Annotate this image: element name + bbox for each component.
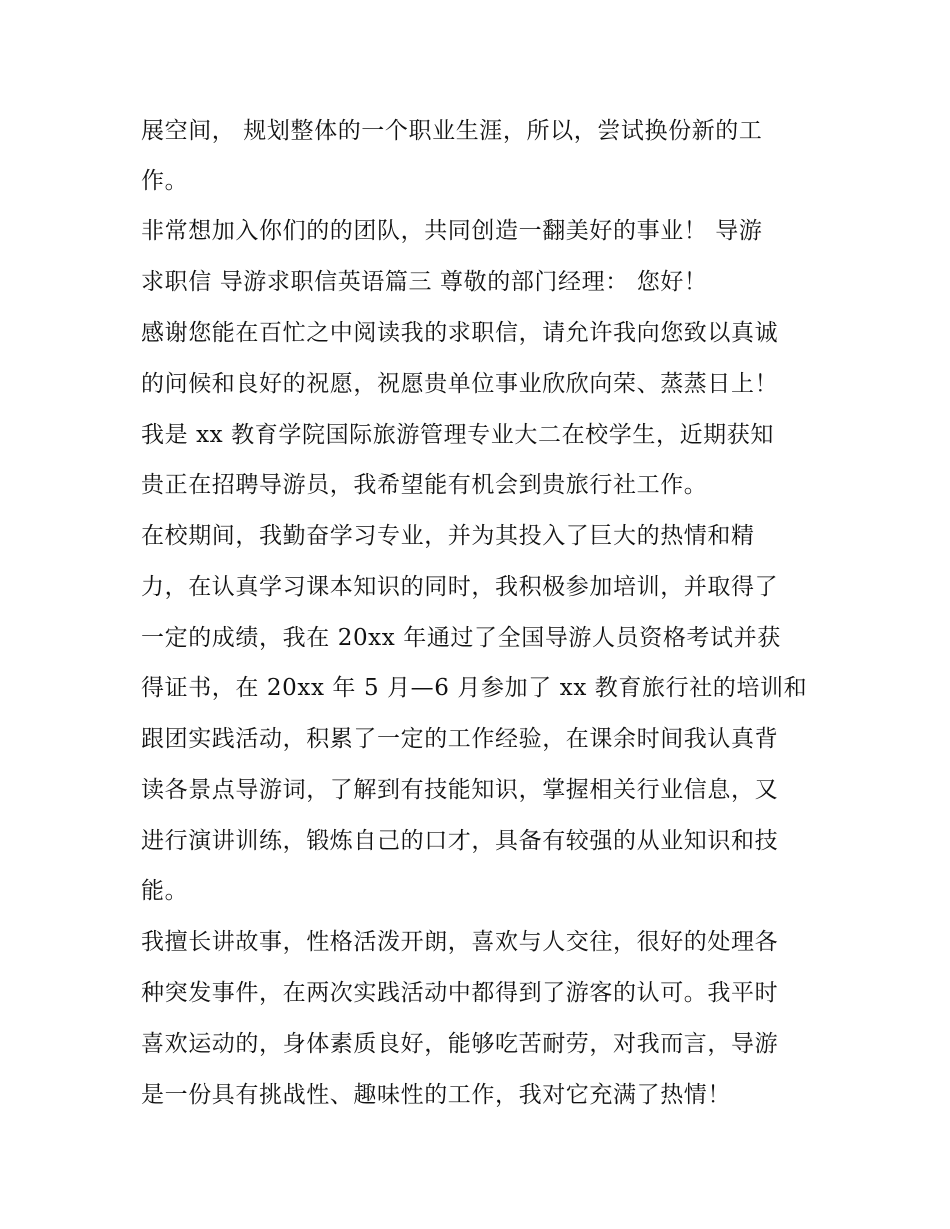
text-line: 我是 xx 教育学院国际旅游管理专业大二在校学生，近期获知: [141, 422, 774, 448]
text-line: 展空间， 规划整体的一个职业生涯，所以，尝试换份新的工: [141, 118, 763, 144]
text-line: 进行演讲训练，锻炼自己的口才，具备有较强的从业知识和技: [141, 828, 779, 854]
text-line: 作。: [141, 168, 189, 194]
text-line: 是一份具有挑战性、趣味性的工作，我对它充满了热情！: [141, 1082, 731, 1108]
text-line: 种突发事件，在两次实践活动中都得到了游客的认可。我平时: [141, 980, 779, 1006]
text-line: 在校期间，我勤奋学习专业，并为其投入了巨大的热情和精: [141, 523, 755, 549]
text-line: 感谢您能在百忙之中阅读我的求职信，请允许我向您致以真诚: [141, 320, 779, 346]
text-line: 非常想加入你们的的团队，共同创造一翻美好的事业！ 导游: [141, 218, 763, 244]
text-line: 能。: [141, 878, 189, 904]
text-line: 贵正在招聘导游员，我希望能有机会到贵旅行社工作。: [141, 472, 708, 498]
text-line: 读各景点导游词，了解到有技能知识，掌握相关行业信息，又: [141, 777, 779, 803]
text-line: 的问候和良好的祝愿，祝愿贵单位事业欣欣向荣、蒸蒸日上！: [141, 371, 779, 397]
text-line: 力，在认真学习课本知识的同时，我积极参加培训，并取得了: [141, 574, 779, 600]
text-line: 一定的成绩，我在 20xx 年通过了全国导游人员资格考试并获: [141, 625, 781, 651]
text-line: 得证书，在 20xx 年 5 月—6 月参加了 xx 教育旅行社的培训和: [141, 675, 808, 701]
text-line: 求职信 导游求职信英语篇三 尊敬的部门经理： 您好！: [141, 269, 708, 295]
text-line: 我擅长讲故事，性格活泼开朗，喜欢与人交往，很好的处理各: [141, 929, 779, 955]
text-line: 喜欢运动的，身体素质良好，能够吃苦耐劳，对我而言，导游: [141, 1031, 779, 1057]
text-line: 跟团实践活动，积累了一定的工作经验，在课余时间我认真背: [141, 726, 779, 752]
